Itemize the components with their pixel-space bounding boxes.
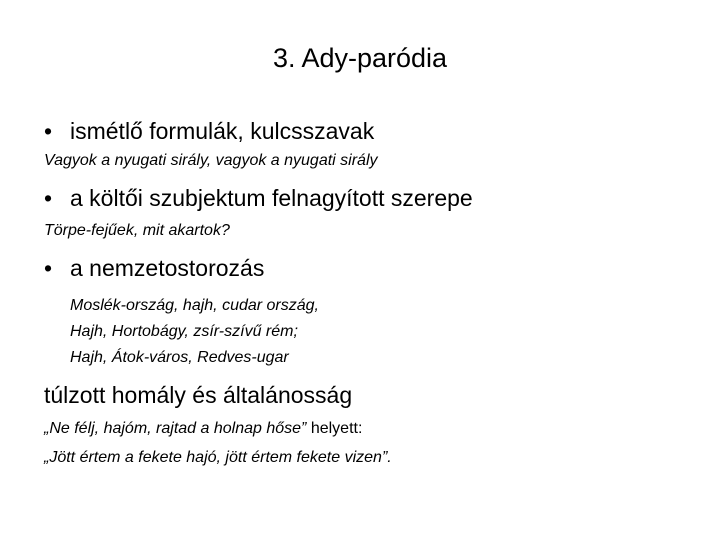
poem-line: Moslék-ország, hajh, cudar ország, — [70, 297, 319, 314]
example-quote: Törpe-fejűek, mit akartok? — [44, 222, 230, 239]
quote-connector: helyett: — [306, 420, 363, 437]
bullet-marker: • — [44, 118, 53, 144]
poem-excerpt — [70, 293, 319, 371]
poem-line: Hajh, Hortobágy, zsír-szívű rém; — [70, 323, 298, 340]
bullet-marker: • — [44, 255, 53, 281]
bullet-text: a nemzetostorozás — [70, 255, 265, 281]
closing-heading: túlzott homály és általánosság — [44, 382, 353, 408]
slide-title: 3. Ady-paródia — [272, 43, 448, 73]
poem-line: Hajh, Átok-város, Redves-ugar — [70, 349, 289, 366]
bullet-item-subject — [44, 183, 473, 213]
bullet-text: ismétlő formulák, kulcsszavak — [70, 118, 375, 144]
bullet-marker: • — [44, 185, 53, 211]
bullet-item-formulas — [44, 116, 374, 146]
bullet-item-nation — [44, 253, 264, 283]
example-quote: Vagyok a nyugati sirály, vagyok a nyugati sirály — [44, 152, 378, 169]
quote-original-line — [44, 418, 362, 440]
bullet-text: a költői szubjektum felnagyított szerepe — [70, 185, 473, 211]
quote-original: „Ne félj, hajóm, rajtad a holnap hőse” — [44, 420, 307, 437]
quote-parody: „Jött értem a fekete hajó, jött értem fekete vizen”. — [44, 449, 392, 466]
